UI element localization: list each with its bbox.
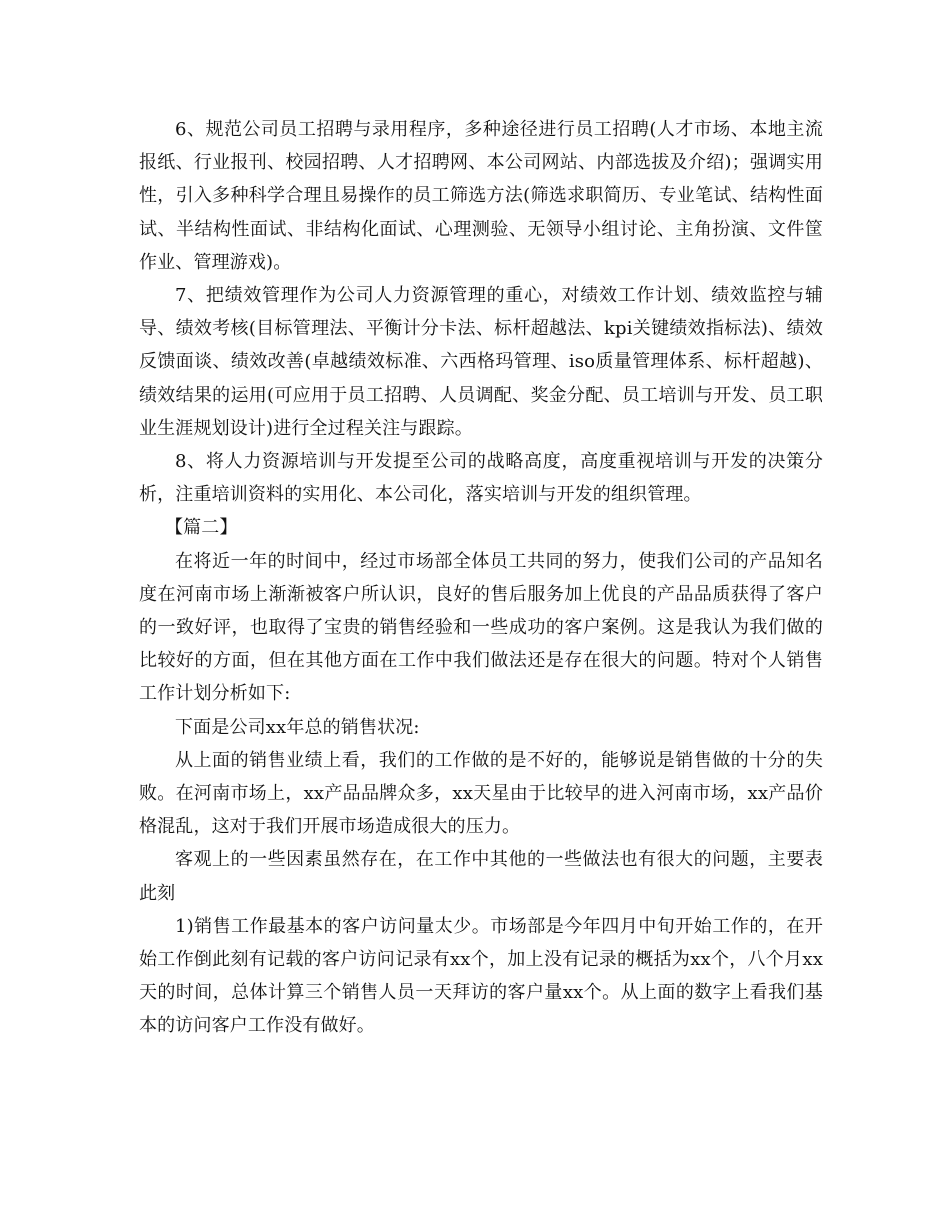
paragraph-sales-analysis: 从上面的销售业绩上看，我们的工作做的是不好的，能够说是销售做的十分的失败。在河南市场上，xx产品品牌众多，xx天星由于比较早的进入河南市场，xx产品价格混乱，这对于我们开展市场造成很大的压力。 (139, 749, 823, 838)
paragraph-training: 8、将人力资源培训与开发提至公司的战略高度，高度重视培训与开发的决策分析，注重培训资料的实用化、本公司化，落实培训与开发的组织管理。 (139, 451, 823, 506)
paragraph-recruitment: 6、规范公司员工招聘与录用程序，多种途径进行员工招聘(人才市场、本地主流报纸、行业报刊、校园招聘、人才招聘网、本公司网站、内部选拔及介绍)；强调实用性，引入多种科学合理且易操作的员工筛选方法(筛选求职简历、专业笔试、结构性面试、半结构性面试、非结构化面试、心理测验、无领导小组讨论、主角扮演、文件筐作业、管理游戏)。 (139, 119, 823, 273)
paragraph-visits: 1)销售工作最基本的客户访问量太少。市场部是今年四月中旬开始工作的，在开始工作倒此刻有记载的客户访问记录有xx个，加上没有记录的概括为xx个，八个月xx天的时间，总体计算三个销售人员一天拜访的客户量xx个。从上面的数字上看我们基本的访问客户工作没有做好。 (139, 915, 823, 1037)
paragraph-intro: 在将近一年的时间中，经过市场部全体员工共同的努力，使我们公司的产品知名度在河南市场上渐渐被客户所认识，良好的售后服务加上优良的产品品质获得了客户的一致好评，也取得了宝贵的销售经验和一些成功的客户案例。这是我认为我们做的比较好的方面，但在其他方面在工作中我们做法还是存在很大的问题。特对个人销售工作计划分析如下: (139, 550, 823, 705)
document-body (139, 113, 823, 1043)
paragraph-problems: 客观上的一些因素虽然存在，在工作中其他的一些做法也有很大的问题，主要表此刻 (139, 849, 823, 904)
paragraph-performance: 7、把绩效管理作为公司人力资源管理的重心，对绩效工作计划、绩效监控与辅导、绩效考核(目标管理法、平衡计分卡法、标杆超越法、kpi关键绩效指标法)、绩效反馈面谈、绩效改善(卓越绩效标准、六西格玛管理、iso质量管理体系、标杆超越)、绩效结果的运用(可应用于员工招聘、人员调配、奖金分配、员工培训与开发、员工职业生涯规划设计)进行全过程关注与跟踪。 (139, 285, 823, 439)
paragraph-sales-status: 下面是公司xx年总的销售状况: (175, 716, 420, 738)
section-heading: 【篇二】 (165, 517, 238, 539)
